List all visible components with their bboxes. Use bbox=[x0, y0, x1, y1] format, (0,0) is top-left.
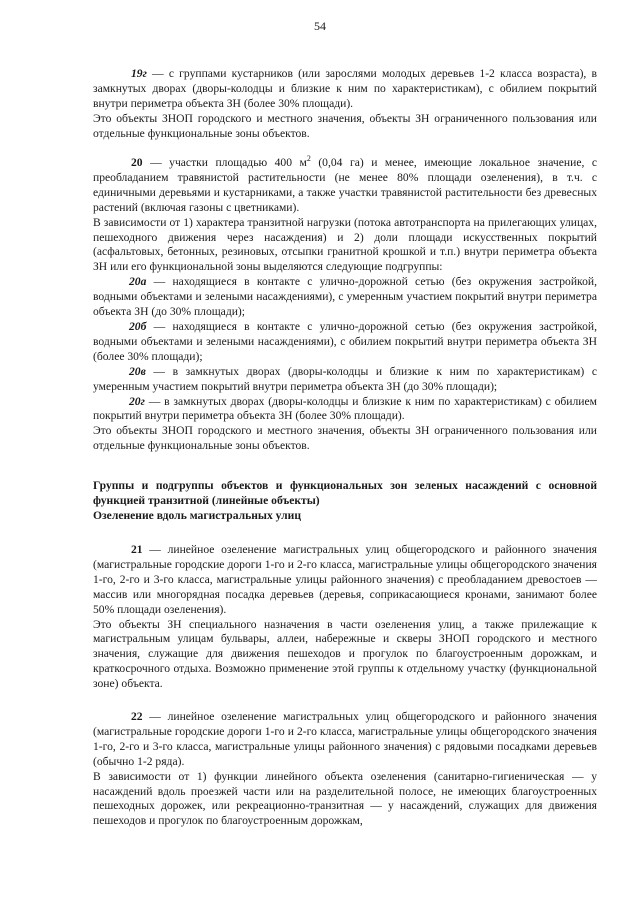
paragraph-21 bbox=[93, 543, 597, 692]
item-number: 20 bbox=[131, 156, 143, 169]
paragraph-19g bbox=[93, 67, 597, 142]
item-number: 21 bbox=[131, 543, 143, 556]
subheading-line: Озеленение вдоль магистральных улиц bbox=[93, 508, 302, 522]
item-text: — линейное озеленение магистральных улиц общегородского и районного значения (магистральные городские дороги 1-го и 2-го класса, магистральные улицы общегородского значения 1-го, 2-го и 3-го класса, магистральные улицы районного значения) с рядовыми посадками деревьев (обычно 1-2 ряда). bbox=[93, 710, 597, 768]
subgroup-number: 20б bbox=[129, 319, 147, 333]
paragraph-20 bbox=[93, 156, 597, 454]
item-text-b: (0,04 га) и менее, имеющие локальное значение, с преобладанием травянистой растительности (не менее 80% площади озеленения), в т.ч. с единичными деревьями и кустарниками, а также участки травянистой растительности без древесных растений (включая газоны с цветниками). bbox=[93, 156, 597, 214]
item-note: Это объекты ЗНОП городского и местного значения, объекты ЗН ограниченного пользования или отдельные функциональные зоны объектов. bbox=[93, 424, 597, 453]
subgroup-text: — находящиеся в контакте с улично-дорожной сетью (без окружения застройкой, водными объектами и зелеными насаждениями), с умеренным участием покрытий внутри периметра объекта ЗН (до 30% площади); bbox=[93, 275, 597, 319]
subgroup-number: 20а bbox=[129, 275, 147, 289]
page-number: 54 bbox=[314, 19, 326, 33]
section-heading bbox=[93, 479, 597, 524]
subgroup-text: — в замкнутых дворах (дворы-колодцы и близкие к ним по характеристикам) с обилием покрытий внутри периметра объекта ЗН (более 30% площади). bbox=[93, 394, 597, 423]
item-number: 19г bbox=[131, 67, 147, 80]
paragraph-22 bbox=[93, 710, 597, 829]
item-note: Это объекты ЗН специального назначения в части озеленения улиц, а также прилежащие к магистральным улицам бульвары, аллеи, набережные и скверы ЗНОП городского и местного значения, служащие для движения пешеходов и прогулок по благоустроенным дорожкам, и краткосрочного отдыха. Возможно применение этой группы к отдельному участку (функциональной зоне) объекта. bbox=[93, 617, 597, 691]
item-text-a: — участки площадью 400 м bbox=[142, 156, 307, 169]
dependency-text: В зависимости от 1) функции линейного объекта озеленения (санитарно-гигиеническая — у насаждений вдоль проезжей части или на разделительной полосе, не имеющих благоустроенных пешеходных дорожек, или рекреационно-транзитная — у насаждений, служащих для движения пешеходов и прогулок по благоустроенным дорожкам, bbox=[93, 769, 597, 828]
subgroup-text: — находящиеся в контакте с улично-дорожной сетью (без окружения застройкой, водными объектами и зелеными насаждениями), с обилием покрытий внутри периметра объекта ЗН (более 30% площади); bbox=[93, 319, 597, 363]
superscript: 2 bbox=[306, 154, 311, 164]
subgroup-number: 20в bbox=[129, 364, 146, 378]
subgroup-text: — в замкнутых дворах (дворы-колодцы и близкие к ним по характеристикам) с умеренным участием покрытий внутри периметра объекта ЗН (до 30% площади); bbox=[93, 364, 597, 393]
item-note: Это объекты ЗНОП городского и местного значения, объекты ЗН ограниченного пользования или отдельные функциональные зоны объектов. bbox=[93, 111, 597, 140]
item-text: — линейное озеленение магистральных улиц общегородского и районного значения (магистральные городские дороги 1-го и 2-го класса, магистральные улицы общегородского значения 1-го, 2-го и 3-го класса, магистральные улицы районного значения) с преобладанием древостоев — массив или многорядная посадка деревьев (деревья, соприкасающиеся кронами, занимают более 50% площади озеленения). bbox=[93, 543, 597, 616]
item-text: — с группами кустарников (или зарослями молодых деревьев 1-2 класса возраста), в замкнутых дворах (дворы-колодцы и близкие к ним по характеристикам), с обилием покрытий внутри периметра объекта ЗН (более 30% площади). bbox=[93, 67, 597, 110]
heading-line: Группы и подгруппы объектов и функциональных зон зеленых насаждений с основной функцией транзитной (линейные объекты) bbox=[93, 479, 597, 507]
item-number: 22 bbox=[131, 710, 143, 723]
dependency-text: В зависимости от 1) характера транзитной нагрузки (потока автотранспорта на прилегающих улицах, пешеходного движения через насаждения) и 2) доли площади искусственных покрытий (асфальтовых, бетонных, резиновых, отсыпки гранитной крошкой и т.п.) внутри периметра объекта ЗН или его функциональной зоны выделяются следующие подгруппы: bbox=[93, 215, 597, 274]
subgroup-number: 20г bbox=[129, 394, 145, 408]
